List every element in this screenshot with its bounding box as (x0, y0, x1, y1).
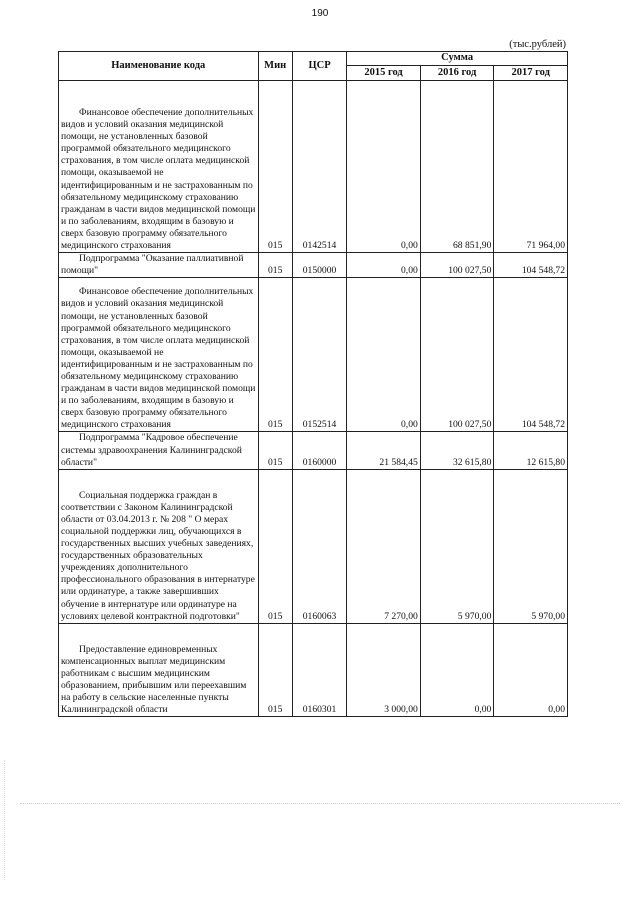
table-row (59, 432, 568, 469)
row-name: Подпрограмма "Оказание паллиативной помощи" (59, 253, 259, 278)
row-min: 015 (258, 623, 292, 717)
row-csr: 0150000 (292, 253, 346, 278)
row-value-2017: 104 548,72 (494, 253, 568, 278)
row-csr: 0160063 (292, 469, 346, 623)
budget-table (58, 51, 568, 717)
table-row (59, 469, 568, 623)
scan-artifact-line (20, 803, 620, 804)
row-min: 015 (258, 81, 292, 253)
header-name: Наименование кода (59, 52, 259, 81)
header-2017: 2017 год (494, 66, 568, 81)
row-value-2015: 0,00 (347, 253, 421, 278)
header-csr: ЦСР (292, 52, 346, 81)
scan-artifact-edge (4, 760, 5, 880)
row-value-2017: 104 548,72 (494, 278, 568, 432)
row-name: Предоставление единовременных компенсационных выплат медицинским работникам с высшим медицинским образованием, прибывшим или переехавшим на работу в сельские населенные пункты Калининградской области (59, 623, 259, 717)
row-value-2015: 7 270,00 (347, 469, 421, 623)
row-value-2016: 68 851,90 (420, 81, 494, 253)
units-label: (тыс.рублей) (509, 39, 566, 50)
row-value-2016: 100 027,50 (420, 253, 494, 278)
row-min: 015 (258, 253, 292, 278)
row-value-2016: 0,00 (420, 623, 494, 717)
row-value-2017: 71 964,00 (494, 81, 568, 253)
row-csr: 0160301 (292, 623, 346, 717)
row-name: Социальная поддержка граждан в соответствии с Законом Калининградской области от 03.04.2013 г. № 208 " О мерах социальной поддержки лиц, обучающихся в государственных высших учебных заведениях, государственных образовательных учреждениях дополнительного профессионального образования в интернатуре или ординатуре, а также завершивших обучение в интернатуре или ординатуре на условиях целевой контрактной подготовки" (59, 469, 259, 623)
row-value-2017: 5 970,00 (494, 469, 568, 623)
row-value-2017: 0,00 (494, 623, 568, 717)
table-row (59, 278, 568, 432)
header-2016: 2016 год (420, 66, 494, 81)
row-min: 015 (258, 469, 292, 623)
table-row (59, 253, 568, 278)
header-2015: 2015 год (347, 66, 421, 81)
row-value-2015: 0,00 (347, 278, 421, 432)
row-name: Подпрограмма "Кадровое обеспечение системы здравоохранения Калининградской области" (59, 432, 259, 469)
row-value-2016: 5 970,00 (420, 469, 494, 623)
header-min: Мин (258, 52, 292, 81)
row-csr: 0142514 (292, 81, 346, 253)
page-number: 190 (311, 8, 329, 19)
row-name: Финансовое обеспечение дополнительных видов и условий оказания медицинской помощи, не установленных базовой программой обязательного медицинского страхования, в том числе оплата медицинской помощи, оказываемой не идентифицированным и не застрахованным по обязательному медицинскому страхованию гражданам в части видов медицинской помощи и по заболеваниям, входящим в базовую и сверх базовую программу обязательного медицинского страхования (59, 278, 259, 432)
row-csr: 0152514 (292, 278, 346, 432)
header-sum: Сумма (347, 52, 568, 66)
row-value-2015: 0,00 (347, 81, 421, 253)
row-csr: 0160000 (292, 432, 346, 469)
row-value-2017: 12 615,80 (494, 432, 568, 469)
row-value-2015: 3 000,00 (347, 623, 421, 717)
row-min: 015 (258, 278, 292, 432)
table-row (59, 81, 568, 253)
row-name: Финансовое обеспечение дополнительных видов и условий оказания медицинской помощи, не установленных базовой программой обязательного медицинского страхования, в том числе оплата медицинской помощи, оказываемой не идентифицированным и не застрахованным по обязательному медицинскому страхованию гражданам в части видов медицинской помощи и по заболеваниям, входящим в базовую и сверх базовую программу обязательного медицинского страхования (59, 81, 259, 253)
row-value-2016: 32 615,80 (420, 432, 494, 469)
row-value-2015: 21 584,45 (347, 432, 421, 469)
row-min: 015 (258, 432, 292, 469)
table-row (59, 623, 568, 717)
row-value-2016: 100 027,50 (420, 278, 494, 432)
